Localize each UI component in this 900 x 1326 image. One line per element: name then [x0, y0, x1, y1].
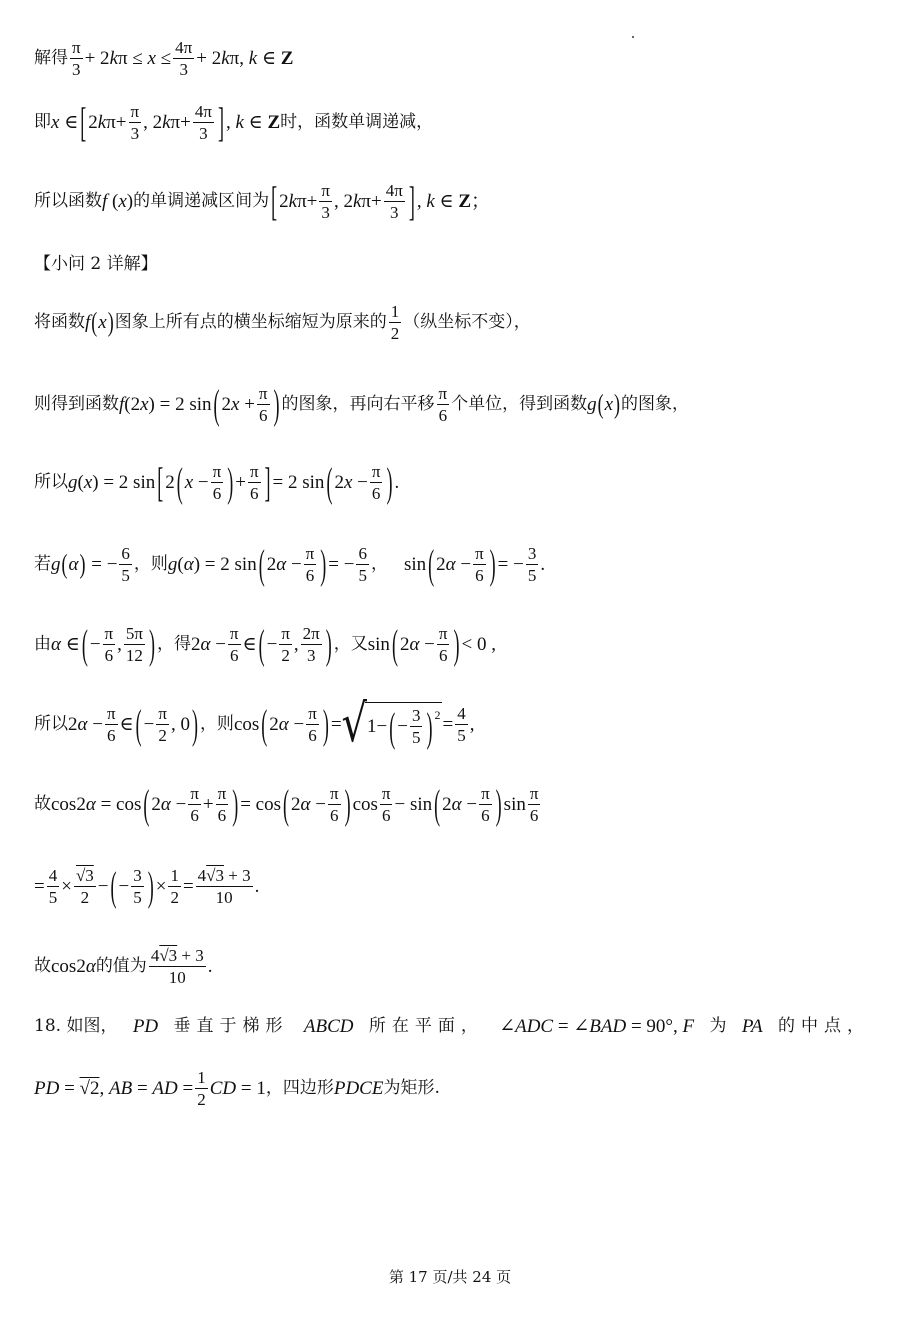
fraction: $\frac{√3}{2}$ — [75, 865, 94, 907]
text: 个单位，得到函数 — [451, 393, 588, 414]
text: 将函数 — [34, 311, 85, 332]
fraction: $\frac{\pi}{6}$ — [104, 623, 114, 665]
fraction: $\frac{4√3 + 3}{10}$ — [197, 865, 251, 907]
fraction: $\frac{5\pi}{12}$ — [125, 623, 143, 665]
fraction: $\frac{3}{5}$ — [411, 706, 421, 747]
fraction: $\frac{\pi}{2}$ — [281, 623, 290, 665]
fraction: $\frac{\pi}{6}$ — [381, 783, 391, 825]
solution-line-6: 则得到函数 f(2x) = 2 sin ( 2x + $\frac{\pi}{6}$ ) 的图象，再向右平移 $\frac{\pi}{6}$ 个单位，得到函数 g(x) 的图象， — [34, 381, 690, 427]
text: 则得到函数 — [34, 393, 119, 414]
fraction: $\frac{\pi}{6}$ — [229, 623, 239, 665]
text: ，四边形 — [265, 1077, 334, 1098]
section-heading — [34, 252, 870, 276]
fraction: $\frac{\pi}{6}$ — [249, 461, 259, 503]
fraction: $\frac{1}{2}$ — [197, 1067, 206, 1109]
fraction: $\frac{4\pi}{3}$ — [175, 37, 193, 79]
fraction: $\frac{\pi}{6}$ — [106, 703, 116, 745]
text: 图象上所有点的横坐标缩短为原来的 — [114, 311, 387, 332]
text: 时，函数单调递减， — [280, 111, 434, 132]
text: 为矩形. — [383, 1077, 440, 1098]
text: 的图象， — [621, 393, 690, 414]
text: 【小问 2 详解】 — [34, 253, 158, 274]
fraction: $\frac{\pi}{6}$ — [190, 783, 199, 825]
fraction: $\frac{\pi}{6}$ — [438, 383, 448, 425]
text: 的单调递减区间为 — [133, 190, 270, 211]
fraction: $\frac{6}{5}$ — [121, 543, 130, 585]
text: 所以函数 — [34, 190, 102, 211]
text: （纵坐标不变）， — [403, 311, 531, 332]
text: 解得 — [34, 47, 68, 68]
solution-line-2: 即 x ∈ [ 2kπ+ $\frac{\pi}{3}$ , 2kπ+ $\frac{4\pi}{3}$ ] , k ∈ Z 时，函数单调递减， — [34, 99, 434, 145]
fraction: $\frac{\pi}{3}$ — [130, 101, 140, 143]
fraction: $\frac{\pi}{6}$ — [217, 783, 227, 825]
text: 由 — [34, 633, 51, 654]
text: 垂直于梯形 — [173, 1015, 289, 1036]
fraction: $\frac{6}{5}$ — [358, 543, 367, 585]
fraction: $\frac{\pi}{6}$ — [475, 543, 484, 585]
fraction: $\frac{4\pi}{3}$ — [194, 101, 212, 143]
solution-line-8: 若 g(α) = − $\frac{6}{5}$ ，则 g(α) = 2 sin ( 2α − $\frac{\pi}{6}$ ) = − $\frac{6}{5}$ ， sin ( 2α − $\frac{\pi}{6}$ ) = − $\frac{3}{5}$ . — [34, 541, 546, 587]
problem-18-line-1: 18. 如图， PD 垂直于梯形 ABCD 所在平面， ∠ADC = ∠BAD = 90°, F 为 PA 的中点， — [34, 1015, 870, 1037]
problem-18-line-2: PD = √2, AB = AD = $\frac{1}{2}$ CD = 1 ，四边形 PDCE 为矩形. — [34, 1067, 440, 1109]
text: 即 — [34, 111, 51, 132]
text: 18. 如图， — [34, 1015, 118, 1036]
fraction: $\frac{1}{2}$ — [390, 301, 400, 343]
fraction: $\frac{\pi}{6}$ — [438, 623, 448, 665]
text: 故 — [34, 793, 51, 814]
fraction: $\frac{\pi}{6}$ — [329, 783, 339, 825]
text: ，则 — [133, 553, 168, 574]
square-root: √ 1− ( − $\frac{3}{5}$ ) 2 — [341, 694, 441, 754]
fraction: $\frac{4}{5}$ — [457, 703, 466, 745]
solution-line-1: 解得 $\frac{\pi}{3}$ + 2kπ ≤ x ≤ $\frac{4\pi}{3}$ + 2kπ, k ∈ Z — [34, 37, 294, 79]
text: 为 — [709, 1015, 727, 1036]
solution-line-5: 将函数 f(x) 图象上所有点的横坐标缩短为原来的 $\frac{1}{2}$ （纵坐标不变）， — [34, 301, 531, 343]
fraction: $\frac{4\pi}{3}$ — [385, 180, 403, 222]
fraction: $\frac{\pi}{6}$ — [481, 783, 490, 825]
solution-line-9: 由 α ∈ ( − $\frac{\pi}{6}$ , $\frac{5\pi}{12}$ ) ，得 2α − $\frac{\pi}{6}$ ∈ ( − $\frac{\pi}{2}$ , $\frac{2\pi}{3}$ ) ，又 sin ( 2α − $\frac{\pi}{6}$ ) < 0 , — [34, 621, 496, 667]
text: 的值为 — [95, 955, 147, 976]
fraction: $\frac{\pi}{6}$ — [308, 703, 317, 745]
text: 所以 — [34, 471, 68, 492]
fraction: $\frac{3}{5}$ — [527, 543, 537, 585]
text: ，得 — [156, 633, 191, 654]
text: ，又 — [333, 633, 368, 654]
fraction: $\frac{\pi}{6}$ — [529, 783, 539, 825]
fraction: $\frac{\pi}{6}$ — [371, 461, 381, 503]
text: 故 — [34, 955, 51, 976]
fraction: $\frac{\pi}{6}$ — [212, 461, 222, 503]
fraction: $\frac{\pi}{6}$ — [258, 383, 268, 425]
solution-line-11: 故 cos2α = cos ( 2α − $\frac{\pi}{6}$ + $\frac{\pi}{6}$ ) = cos ( 2α − $\frac{\pi}{6}$ ) cos $\frac{\pi}{6}$ − sin ( 2α − $\frac{\pi}{6}$ ) sin $\frac{\pi}{6}$ — [34, 781, 539, 827]
text: ， — [370, 553, 388, 574]
text: 所在平面， — [368, 1015, 484, 1036]
solution-line-12: = $\frac{4}{5}$ × $\frac{√3}{2}$ − ( − $\frac{3}{5}$ ) × $\frac{1}{2}$ = $\frac{4√3 + 3}{10}$ . — [34, 863, 260, 909]
text: 若 — [34, 553, 51, 574]
text: 的图象，再向右平移 — [281, 393, 435, 414]
text: 的中点， — [777, 1015, 870, 1036]
solution-line-7: 所以 g(x) = 2 sin [ 2 ( x − $\frac{\pi}{6}$ ) + $\frac{\pi}{6}$ ] = 2 sin ( 2x − $\frac{\pi}{6}$ ) . — [34, 459, 400, 505]
text: 所以 — [34, 713, 68, 734]
fraction: $\frac{\pi}{3}$ — [321, 180, 330, 222]
solution-line-10: 所以 2α − $\frac{\pi}{6}$ ∈ ( − $\frac{\pi}{2}$ , 0 ) ，则 cos ( 2α − $\frac{\pi}{6}$ ) = √ 1− ( − $\frac{3}{5}$ ) 2 = $\frac{4}{5}$ , — [34, 694, 475, 754]
text: ，则 — [199, 713, 234, 734]
fraction: $\frac{1}{2}$ — [170, 865, 179, 907]
fraction: $\frac{3}{5}$ — [133, 865, 142, 907]
solution-line-13: 故 cos2α 的值为 $\frac{4√3 + 3}{10}$ . — [34, 945, 213, 987]
fraction: $\frac{\pi}{2}$ — [158, 703, 167, 745]
fraction: $\frac{2\pi}{3}$ — [302, 623, 320, 665]
fraction: $\frac{\pi}{6}$ — [305, 543, 315, 585]
page-footer: 第 17 页/共 24 页 — [388, 1268, 512, 1286]
fraction: $\frac{\pi}{3}$ — [72, 37, 81, 79]
fraction: $\frac{4}{5}$ — [48, 865, 58, 907]
solution-line-3: 所以函数 f (x) 的单调递减区间为 [ 2kπ+ $\frac{\pi}{3}$ , 2kπ+ $\frac{4\pi}{3}$ ] , k ∈ Z； — [34, 178, 491, 224]
fraction: $\frac{4√3 + 3}{10}$ — [150, 945, 204, 987]
